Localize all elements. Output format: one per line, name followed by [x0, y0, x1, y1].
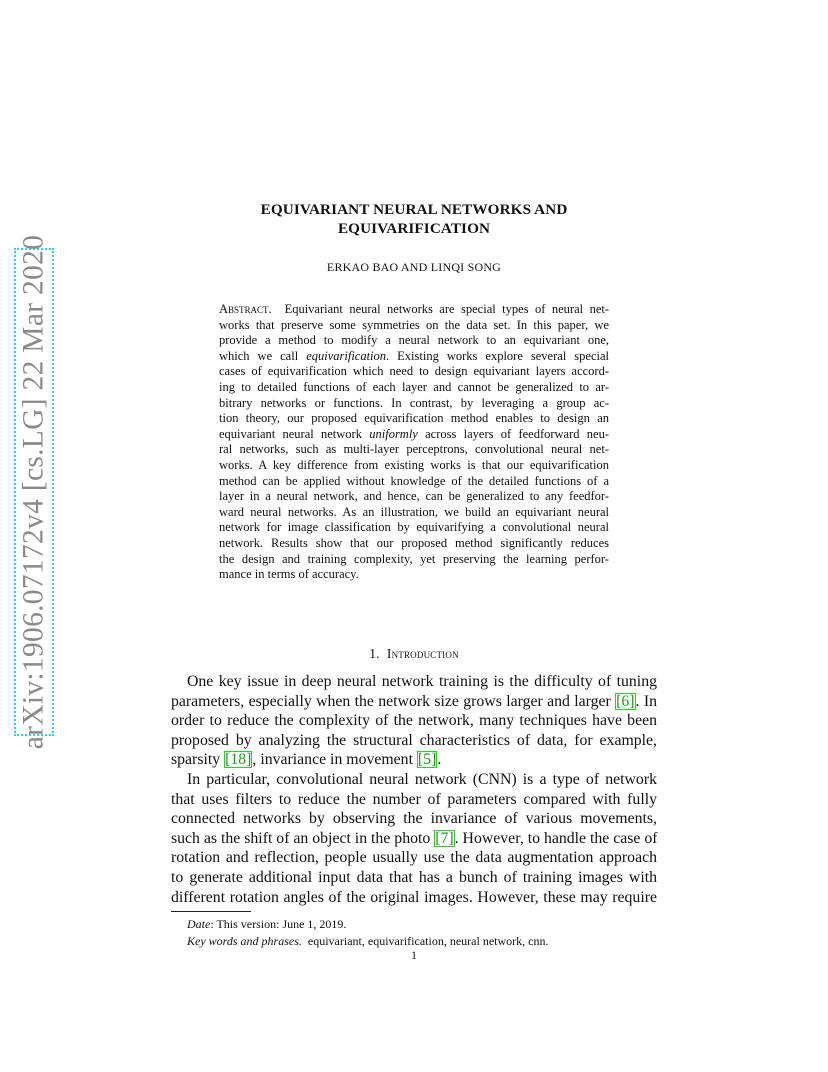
abstract-line: the design and training complexity, yet preserving the learning perfor-: [219, 551, 609, 566]
footnote-date: [187, 917, 346, 932]
abstract-line: network for image classification by equivarifying a convolutional neural: [219, 520, 609, 535]
footnote-keywords: [187, 934, 548, 949]
abstract-text: Equivariant neural networks are special types of neural net-: [284, 302, 609, 316]
abstract-emphasis: equivarification: [306, 348, 387, 363]
abstract-line: mance in terms of accuracy.: [219, 567, 359, 582]
body-text-run: such as the shift of an object in the photo: [171, 829, 435, 847]
abstract-line: works. A key difference from existing works is that our equivarification: [219, 457, 609, 472]
page-number: 1: [411, 948, 417, 962]
abstract-line: works that preserve some symmetries on the data set. In this paper, we: [219, 317, 609, 332]
citation-link[interactable]: [5]: [417, 751, 437, 769]
footnote-date-text: : This version: June 1, 2019.: [210, 917, 347, 931]
abstract-line: [219, 349, 609, 365]
abstract-line: cases of equivarification which need to design equivariant layers accord-: [219, 364, 609, 379]
abstract-line: [219, 427, 609, 443]
title-line-2: EQUIVARIFICATION: [337, 220, 491, 237]
abstract: [219, 302, 609, 583]
body-text-run: .: [437, 751, 442, 769]
citation-link[interactable]: [18]: [225, 751, 252, 769]
body-line: [171, 692, 657, 712]
abstract-line: network. Results show that our proposed method significantly reduces: [219, 535, 609, 550]
abstract-text: across layers of feedforward neu-: [417, 426, 610, 441]
title-line-1: EQUIVARIANT NEURAL NETWORKS AND: [260, 201, 568, 218]
abstract-emphasis: uniformly: [369, 426, 418, 441]
abstract-line: provide a method to modify a neural network to an equivariant one,: [219, 333, 609, 348]
paper-title: [200, 200, 628, 238]
body-text-run: parameters, especially when the network size grows larger and larger: [171, 692, 616, 710]
body-text-run: sparsity: [171, 751, 225, 769]
body-line: [171, 750, 657, 770]
abstract-line: ward neural networks. As an illustration, we build an equivariant neural: [219, 504, 609, 519]
body-line: One key issue in deep neural network training is the difficulty of tuning: [187, 673, 657, 690]
body-line: In particular, convolutional neural network (CNN) is a type of network: [187, 770, 657, 788]
footnote-date-label: Date: [187, 917, 211, 931]
body-line: rotation and reflection, people usually use the data augmentation approach: [171, 849, 657, 867]
abstract-text: . Existing works explore several special: [386, 348, 609, 363]
body-line: proposed by analyzing the structural characteristics of data, for example,: [171, 731, 657, 749]
section-number: 1.: [369, 646, 380, 661]
footnote-keywords-label: Key words and phrases.: [187, 934, 302, 948]
section-heading: [200, 646, 628, 662]
abstract-line: bitrary networks or functions. In contrast, by leveraging a group ac-: [219, 395, 609, 410]
abstract-text: which we call: [219, 348, 307, 363]
abstract-line: method can be applied without knowledge of the detailed functions of a: [219, 473, 609, 488]
body-text-run: . However, to handle the case of: [454, 829, 658, 847]
body-line: connected networks by observing the invariance of various movements,: [171, 810, 657, 828]
abstract-line: ing to detailed functions of each layer and cannot be generalized to ar-: [219, 379, 609, 394]
section-title: Introduction: [386, 646, 459, 661]
authors: ERKAO BAO AND LINQI SONG: [326, 260, 502, 274]
body-text-run: , invariance in movement: [252, 751, 417, 769]
body-line: [171, 829, 657, 849]
footnote-rule: [171, 911, 251, 912]
body-line: that uses filters to reduce the number of parameters compared with fully: [171, 790, 657, 808]
body-text-run: . In: [635, 692, 657, 710]
abstract-label: Abstract.: [219, 302, 272, 316]
abstract-text: equivariant neural network: [219, 426, 370, 441]
abstract-line: layer in a neural network, and hence, can be generalized to any feedfor-: [219, 489, 609, 504]
body-line: different rotation angles of the original images. However, these may require: [171, 888, 657, 906]
abstract-line: ral networks, such as multi-layer perceptrons, convolutional neural net-: [219, 442, 609, 457]
citation-link[interactable]: [6]: [616, 692, 635, 710]
arxiv-identifier[interactable]: arXiv:1906.07172v4 [cs.LG] 22 Mar 2020: [17, 234, 50, 750]
body-text: [171, 672, 657, 907]
body-line: order to reduce the complexity of the network, many techniques have been: [171, 712, 657, 730]
abstract-line: [219, 302, 609, 318]
body-line: to generate additional input data that has a bunch of training images with: [171, 868, 657, 886]
arxiv-stamp[interactable]: [14, 234, 58, 750]
footnote-keywords-text: equivariant, equivarification, neural network, cnn.: [301, 934, 549, 948]
abstract-line: tion theory, our proposed equivarification method enables to design an: [219, 411, 609, 426]
citation-link[interactable]: [7]: [435, 829, 454, 847]
